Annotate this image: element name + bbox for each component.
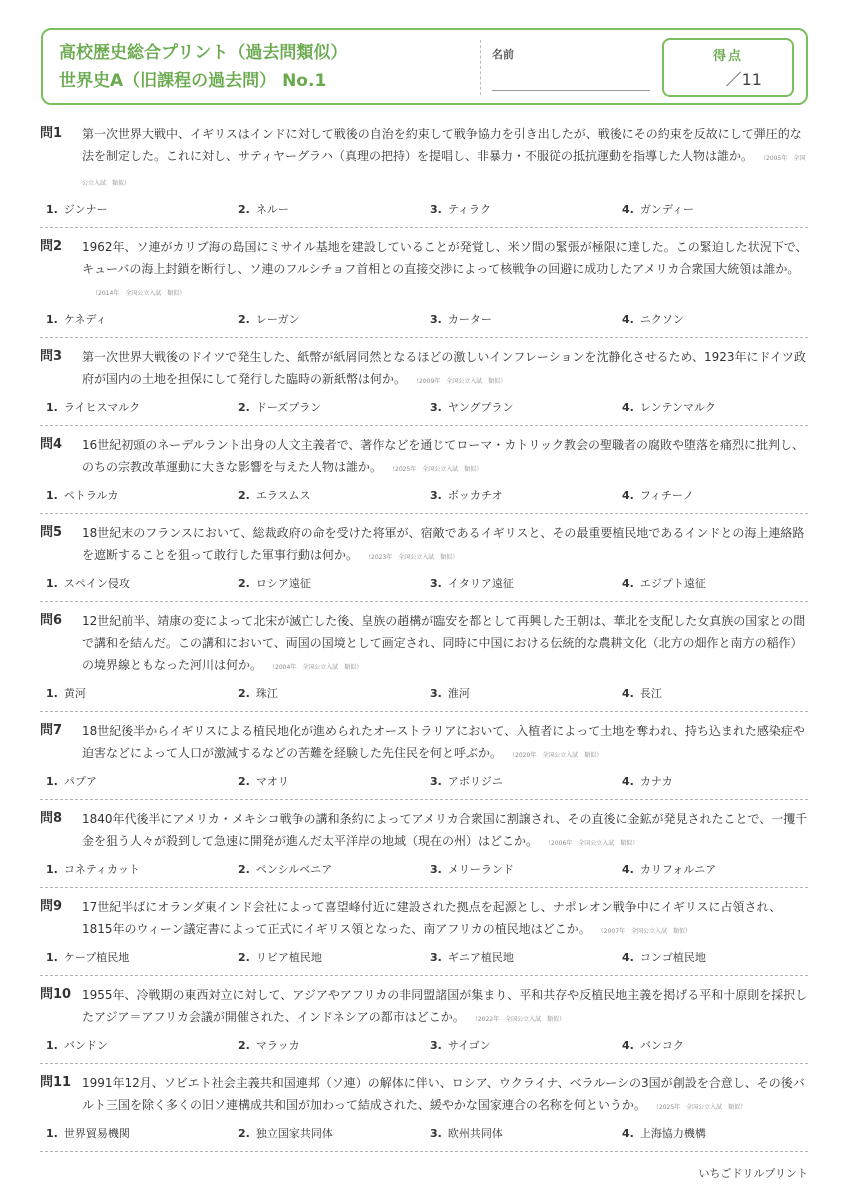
question-block <box>40 976 808 1064</box>
answer-choice-3[interactable] <box>424 774 616 790</box>
header-divider <box>480 40 481 95</box>
choice-text: ガンディー <box>639 203 694 216</box>
answer-choice-2[interactable] <box>232 1126 424 1142</box>
choice-text: ネルー <box>255 203 289 216</box>
question-body: 16世紀初頭のネーデルラント出身の人文主義者で、著作などを通じてローマ・カトリック教会の聖職者の腐敗や堕落を痛烈に批判し、のちの宗教改革運動に大きな影響を与えた人物は誰か。 <box>82 438 804 474</box>
choice-text: 世界貿易機関 <box>63 1127 130 1140</box>
question-block <box>40 426 808 514</box>
choice-number: 4. <box>622 775 634 788</box>
choice-text: バンコク <box>639 1039 684 1052</box>
footer-brand: いちごドリルプリント <box>698 1167 808 1180</box>
answer-choices <box>40 862 808 878</box>
answer-choice-4[interactable] <box>616 488 808 504</box>
answer-choice-2[interactable] <box>232 686 424 702</box>
question-source: （2009年 全国公立入試 類似） <box>416 378 507 385</box>
answer-choice-4[interactable] <box>616 1038 808 1054</box>
question-block <box>40 712 808 800</box>
question-number: 問8 <box>40 811 63 826</box>
question-source: （2020年 全国公立入試 類似） <box>512 752 603 759</box>
answer-choice-4[interactable] <box>616 686 808 702</box>
answer-choice-4[interactable] <box>616 202 808 218</box>
choice-text: スペイン侵攻 <box>63 577 130 590</box>
choice-text: アボリジニ <box>447 775 503 788</box>
choice-number: 3. <box>430 313 442 326</box>
question-source: （2025年 全国公立入試 類似） <box>392 466 483 473</box>
choice-text: パプア <box>63 775 97 788</box>
choice-text: カーター <box>447 313 492 326</box>
answer-choice-1[interactable] <box>40 312 232 328</box>
question-text <box>82 984 808 1031</box>
question-body: 1962年、ソ連がカリブ海の島国にミサイル基地を建設していることが発覚し、米ソ間の緊張が極限に達した。この緊迫した状況下で、キューバの海上封鎖を断行し、ソ連のフルシチョフ首相との直接交渉によって核戦争の回避に成功したアメリカ合衆国大統領は誰か。 <box>82 240 808 276</box>
answer-choice-3[interactable] <box>424 686 616 702</box>
question-source: （2004年 全国公立入試 類似） <box>272 664 363 671</box>
choice-text: ケネディ <box>63 313 107 326</box>
choice-text: ロシア遠征 <box>255 577 311 590</box>
choice-text: ライヒスマルク <box>63 401 141 414</box>
answer-choice-4[interactable] <box>616 400 808 416</box>
choice-number: 1. <box>46 687 58 700</box>
question-body: 第一次世界大戦中、イギリスはインドに対して戦後の自治を約束して戦争協力を引き出したが、戦後にその約束を反故にして弾圧的な法を制定した。これに対し、サティヤーグラハ（真理の把持）を提唱し、非暴力・不服従の抵抗運動を指導した人物は誰か。 <box>82 127 802 163</box>
answer-choice-2[interactable] <box>232 862 424 878</box>
choice-text: ペンシルベニア <box>255 863 333 876</box>
answer-choice-2[interactable] <box>232 774 424 790</box>
choice-number: 2. <box>238 687 250 700</box>
question-body: 1991年12月、ソビエト社会主義共和国連邦（ソ連）の解体に伴い、ロシア、ウクライナ、ベラルーシの3国が創設を合意し、その後バルト三国を除く多くの旧ソ連構成共和国が加わって結成された、緩やかな国家連合の名称を何というか。 <box>82 1076 805 1112</box>
answer-choice-2[interactable] <box>232 400 424 416</box>
name-write-line <box>492 90 650 91</box>
question-text <box>82 896 808 943</box>
question-source: （2006年 全国公立入試 類似） <box>548 840 639 847</box>
choice-number: 4. <box>622 577 634 590</box>
choice-number: 2. <box>238 1127 250 1140</box>
answer-choice-3[interactable] <box>424 400 616 416</box>
choice-number: 3. <box>430 775 442 788</box>
choice-number: 1. <box>46 951 58 964</box>
title-line-1: 高校歴史総合プリント（過去問類似） <box>59 43 348 63</box>
question-text <box>82 236 808 305</box>
answer-choice-3[interactable] <box>424 312 616 328</box>
answer-choices <box>40 400 808 416</box>
answer-choices <box>40 1038 808 1054</box>
answer-choice-3[interactable] <box>424 862 616 878</box>
answer-choices <box>40 774 808 790</box>
choice-number: 3. <box>430 951 442 964</box>
question-source: （2007年 全国公立入試 類似） <box>600 928 692 935</box>
answer-choice-1[interactable] <box>40 950 232 966</box>
choice-text: ティラク <box>447 203 491 216</box>
question-block <box>40 1064 808 1152</box>
question-text <box>82 720 808 767</box>
choice-number: 1. <box>46 313 58 326</box>
choice-number: 1. <box>46 1127 58 1140</box>
choice-text: ニクソン <box>639 313 684 326</box>
question-text <box>82 522 808 569</box>
question-block <box>40 514 808 602</box>
choice-number: 2. <box>238 863 250 876</box>
answer-choice-4[interactable] <box>616 774 808 790</box>
choice-text: ドーズプラン <box>255 401 322 414</box>
question-number: 問5 <box>40 525 63 540</box>
question-text <box>82 434 808 481</box>
answer-choice-4[interactable] <box>616 312 808 328</box>
choice-text: 黄河 <box>63 687 86 700</box>
choice-number: 3. <box>430 203 442 216</box>
choice-text: 珠江 <box>255 687 278 700</box>
name-label: 名前 <box>492 48 514 61</box>
score-box <box>662 38 794 97</box>
question-body: 12世紀前半、靖康の変によって北宋が滅亡した後、皇族の趙構が臨安を都として再興した王朝は、華北を支配した女真族の国家との間で講和を結んだ。この講和において、両国の国境として画定され、同時に中国における伝統的な農耕文化（北方の畑作と南方の稲作）の境界線ともなった河川は何か。 <box>82 614 806 672</box>
answer-choice-4[interactable] <box>616 950 808 966</box>
answer-choice-1[interactable] <box>40 774 232 790</box>
question-text <box>82 610 808 679</box>
choice-text: 淮河 <box>447 687 470 700</box>
choice-text: 上海協力機構 <box>639 1127 706 1140</box>
question-source: （2025年 全国公立入試 類似） <box>655 1104 747 1111</box>
choice-number: 3. <box>430 401 442 414</box>
choice-number: 1. <box>46 1039 58 1052</box>
choice-text: エジプト遠征 <box>639 577 706 590</box>
choice-text: 独立国家共同体 <box>255 1127 333 1140</box>
answer-choice-1[interactable] <box>40 862 232 878</box>
question-source: （2014年 全国公立入試 類似） <box>92 290 186 297</box>
choice-text: イタリア遠征 <box>447 577 514 590</box>
question-body: 18世紀末のフランスにおいて、総裁政府の命を受けた将軍が、宿敵であるイギリスと、その最重要植民地であるインドとの海上連絡路を遮断することを狙って敢行した軍事行動は何か。 <box>82 526 805 562</box>
choice-text: バンドン <box>63 1039 108 1052</box>
score-label: 得点 <box>712 49 743 64</box>
worksheet-title <box>59 39 347 95</box>
answer-choice-3[interactable] <box>424 202 616 218</box>
answer-choices <box>40 488 808 504</box>
answer-choice-2[interactable] <box>232 950 424 966</box>
question-row <box>40 896 808 943</box>
choice-number: 1. <box>46 577 58 590</box>
choice-text: ケープ植民地 <box>63 951 130 964</box>
choice-text: コネティカット <box>63 863 140 876</box>
question-number: 問3 <box>40 349 63 364</box>
choice-number: 4. <box>622 401 634 414</box>
question-row <box>40 123 808 195</box>
choice-number: 3. <box>430 489 442 502</box>
question-number: 問4 <box>40 437 63 452</box>
score-value: ／11 <box>725 70 762 89</box>
question-text <box>82 346 808 393</box>
answer-choice-4[interactable] <box>616 1126 808 1142</box>
answer-choice-2[interactable] <box>232 202 424 218</box>
answer-choice-3[interactable] <box>424 488 616 504</box>
answer-choice-1[interactable] <box>40 1126 232 1142</box>
choice-text: カリフォルニア <box>639 863 717 876</box>
question-row <box>40 808 808 855</box>
answer-choice-3[interactable] <box>424 1126 616 1142</box>
choice-number: 3. <box>430 1127 442 1140</box>
question-row <box>40 346 808 393</box>
question-row <box>40 522 808 569</box>
answer-choice-1[interactable] <box>40 488 232 504</box>
choice-text: 長江 <box>639 687 662 700</box>
question-body: 第一次世界大戦後のドイツで発生した、紙幣が紙屑同然となるほどの激しいインフレーションを沈静化させるため、1923年にドイツ政府が国内の土地を担保にして発行した臨時の新紙幣は何か。 <box>82 350 806 386</box>
question-text <box>82 1072 808 1119</box>
choice-number: 4. <box>622 203 634 216</box>
answer-choices <box>40 686 808 702</box>
answer-choice-1[interactable] <box>40 400 232 416</box>
question-body: 1955年、冷戦期の東西対立に対して、アジアやアフリカの非同盟諸国が集まり、平和共存や反植民地主義を掲げる平和十原則を採択したアジア＝アフリカ会議が開催された、インドネシアの都市はどこか。 <box>82 988 808 1024</box>
question-source: （2023年 全国公立入試 類似） <box>368 554 459 561</box>
question-source: （2005年 全国公立入試 類似） <box>82 155 806 187</box>
question-text <box>82 808 808 855</box>
title-line-2: 世界史A（旧課程の過去問） No.1 <box>59 71 327 91</box>
choice-number: 3. <box>430 1039 442 1052</box>
choice-number: 2. <box>238 489 250 502</box>
question-number: 問10 <box>40 987 72 1002</box>
answer-choice-4[interactable] <box>616 576 808 592</box>
question-row <box>40 610 808 679</box>
question-block <box>40 228 808 338</box>
answer-choices <box>40 312 808 328</box>
answer-choice-3[interactable] <box>424 576 616 592</box>
answer-choice-1[interactable] <box>40 686 232 702</box>
answer-choices <box>40 576 808 592</box>
question-number: 問2 <box>40 239 63 254</box>
answer-choice-2[interactable] <box>232 1038 424 1054</box>
choice-number: 1. <box>46 775 58 788</box>
question-number: 問1 <box>40 126 63 141</box>
worksheet-header <box>41 28 808 105</box>
choice-number: 4. <box>622 1127 634 1140</box>
choice-text: リビア植民地 <box>255 951 322 964</box>
choice-number: 3. <box>430 863 442 876</box>
choice-number: 2. <box>238 577 250 590</box>
question-number: 問11 <box>40 1075 72 1090</box>
choice-text: マオリ <box>255 775 289 788</box>
question-body: 18世紀後半からイギリスによる植民地化が進められたオーストラリアにおいて、入植者によって土地を奪われ、持ち込まれた感染症や迫害などによって人口が激減するなどの苦難を経験した先住民を何と呼ぶか。 <box>82 724 805 760</box>
choice-number: 1. <box>46 401 58 414</box>
question-source: （2022年 全国公立入試 類似） <box>474 1016 566 1023</box>
choice-text: ギニア植民地 <box>447 951 514 964</box>
answer-choice-2[interactable] <box>232 576 424 592</box>
choice-number: 2. <box>238 401 250 414</box>
question-block <box>40 800 808 888</box>
choice-text: 欧州共同体 <box>447 1127 503 1140</box>
question-row <box>40 984 808 1031</box>
answer-choice-1[interactable] <box>40 1038 232 1054</box>
choice-number: 4. <box>622 489 634 502</box>
choice-text: エラスムス <box>255 489 311 502</box>
answer-choice-3[interactable] <box>424 950 616 966</box>
question-body: 17世紀半ばにオランダ東インド会社によって喜望峰付近に建設された拠点を起源とし、ナポレオン戦争中にイギリスに占領され、1815年のウィーン議定書によって正式にイギリス領となった、南アフリカの植民地はどこか。 <box>82 900 782 936</box>
choice-text: コンゴ植民地 <box>639 951 706 964</box>
choice-text: レンテンマルク <box>639 401 716 414</box>
answer-choice-2[interactable] <box>232 312 424 328</box>
answer-choice-1[interactable] <box>40 576 232 592</box>
choice-number: 2. <box>238 1039 250 1052</box>
choice-number: 3. <box>430 687 442 700</box>
question-block <box>40 338 808 426</box>
answer-choices <box>40 202 808 218</box>
choice-number: 2. <box>238 203 250 216</box>
question-number: 問9 <box>40 899 63 914</box>
answer-choice-4[interactable] <box>616 862 808 878</box>
answer-choice-2[interactable] <box>232 488 424 504</box>
choice-number: 4. <box>622 1039 634 1052</box>
question-block <box>40 121 808 228</box>
choice-text: サイゴン <box>447 1039 491 1052</box>
question-row <box>40 236 808 305</box>
choice-number: 1. <box>46 489 58 502</box>
choice-number: 2. <box>238 313 250 326</box>
choice-number: 4. <box>622 951 634 964</box>
choice-text: マラッカ <box>255 1039 300 1052</box>
question-block <box>40 602 808 712</box>
question-body: 1840年代後半にアメリカ・メキシコ戦争の講和条約によってアメリカ合衆国に割譲され、その直後に金鉱が発見されたことで、一攫千金を狙う人々が殺到して急速に開発が進んだ太平洋岸の地域（現在の州）はどこか。 <box>82 812 808 848</box>
choice-number: 4. <box>622 687 634 700</box>
choice-number: 2. <box>238 951 250 964</box>
choice-number: 3. <box>430 577 442 590</box>
choice-number: 1. <box>46 203 58 216</box>
choice-number: 4. <box>622 313 634 326</box>
choice-text: ペトラルカ <box>63 489 119 502</box>
question-list <box>40 121 808 1152</box>
question-block <box>40 888 808 976</box>
choice-number: 1. <box>46 863 58 876</box>
question-text <box>82 123 808 195</box>
question-number: 問7 <box>40 723 63 738</box>
answer-choices <box>40 1126 808 1142</box>
question-row <box>40 434 808 481</box>
answer-choice-3[interactable] <box>424 1038 616 1054</box>
choice-number: 4. <box>622 863 634 876</box>
choice-text: カナカ <box>639 775 673 788</box>
question-number: 問6 <box>40 613 63 628</box>
choice-text: フィチーノ <box>639 489 694 502</box>
choice-number: 2. <box>238 775 250 788</box>
question-row <box>40 1072 808 1119</box>
choice-text: メリーランド <box>447 863 514 876</box>
answer-choices <box>40 950 808 966</box>
choice-text: レーガン <box>255 313 300 326</box>
choice-text: ジンナー <box>63 203 108 216</box>
answer-choice-1[interactable] <box>40 202 232 218</box>
question-row <box>40 720 808 767</box>
choice-text: ボッカチオ <box>447 489 503 502</box>
choice-text: ヤングプラン <box>447 401 514 414</box>
